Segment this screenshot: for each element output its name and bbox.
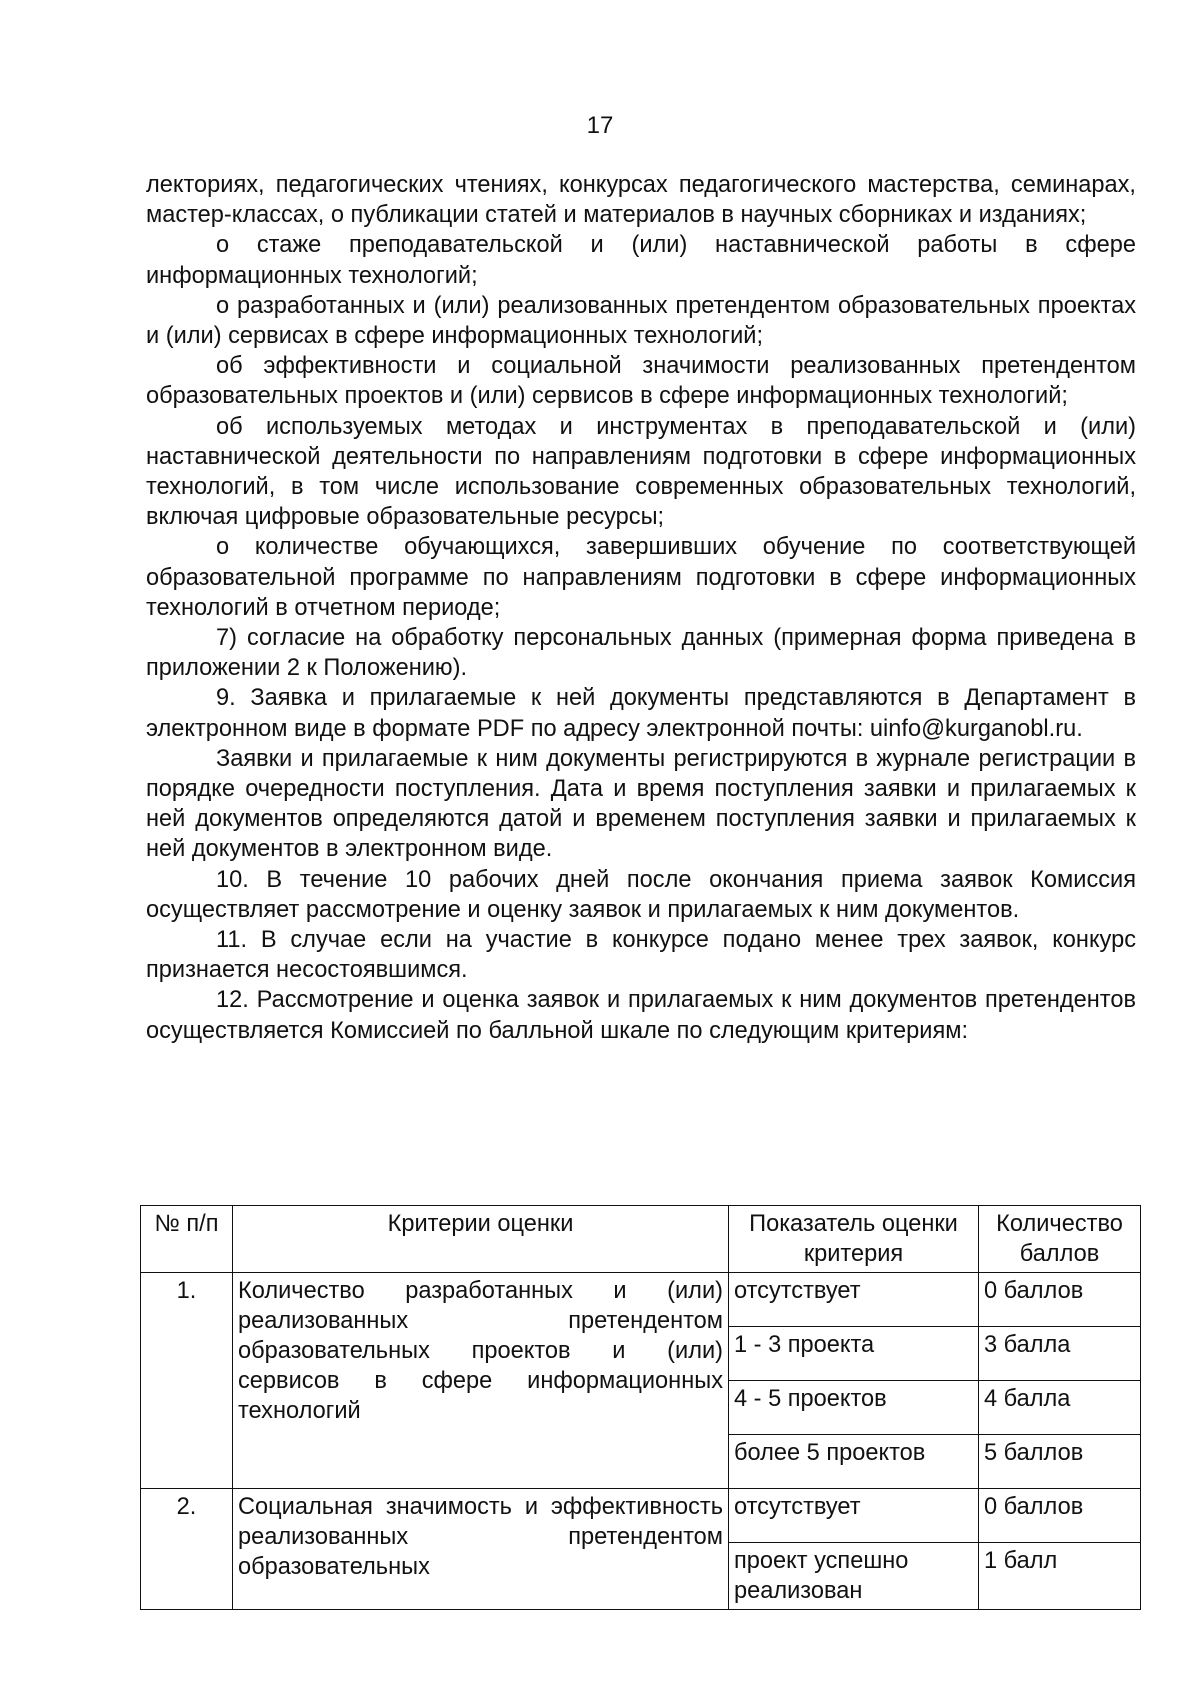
score-cell: 0 баллов xyxy=(979,1489,1141,1543)
paragraph: 9. Заявка и прилагаемые к ней документы представляются в Департамент в электронном виде в формате PDF по адресу электронной почты: uinfo@kurganobl.ru. xyxy=(146,685,1136,742)
paragraph: 11. В случае если на участие в конкурсе подано менее трех заявок, конкурс признается несостоявшимся. xyxy=(146,927,1136,984)
criterion-cell: Количество разработанных и (или) реализованных претендентом образовательных проектов и (или) сервисов в сфере информационных технологий xyxy=(233,1273,729,1489)
indicator-cell: более 5 проектов xyxy=(729,1435,979,1489)
indicator-cell: 4 - 5 проектов xyxy=(729,1381,979,1435)
row-number: 1. xyxy=(141,1273,233,1489)
indicator-cell: отсутствует xyxy=(729,1273,979,1327)
paragraph: об эффективности и социальной значимости реализованных претендентом образовательных проектов и (или) сервисов в сфере информационных технологий; xyxy=(146,353,1136,410)
score-cell: 5 баллов xyxy=(979,1435,1141,1489)
paragraph: 7) согласие на обработку персональных данных (примерная форма приведена в приложении 2 к Положению). xyxy=(146,625,1136,682)
paragraph: лекториях, педагогических чтениях, конкурсах педагогического мастерства, семинарах, мастер-классах, о публикации статей и материалов в научных сборниках и изданиях; xyxy=(146,172,1136,229)
indicator-cell: проект успешно реализован xyxy=(729,1543,979,1610)
paragraph: Заявки и прилагаемые к ним документы регистрируются в журнале регистрации в порядке очередности поступления. Дата и время поступления заявки и прилагаемых к ней документов определяются датой и временем поступления заявки и прилагаемых к ней документов в электронном виде. xyxy=(146,745,1136,863)
table-row xyxy=(141,1273,1141,1327)
document-body xyxy=(146,170,1136,1046)
score-cell: 3 балла xyxy=(979,1327,1141,1381)
header-score: Количество баллов xyxy=(979,1206,1141,1273)
paragraph: о стаже преподавательской и (или) наставнической работы в сфере информационных технологий; xyxy=(146,232,1136,289)
row-number: 2. xyxy=(141,1489,233,1610)
criteria-table xyxy=(140,1205,1141,1610)
indicator-cell: 1 - 3 проекта xyxy=(729,1327,979,1381)
score-cell: 4 балла xyxy=(979,1381,1141,1435)
table-header-row xyxy=(141,1206,1141,1273)
criterion-cell: Социальная значимость и эффективность реализованных претендентом образовательных xyxy=(233,1489,729,1610)
paragraph: о разработанных и (или) реализованных претендентом образовательных проектах и (или) сервисах в сфере информационных технологий; xyxy=(146,292,1136,350)
paragraph: об используемых методах и инструментах в преподавательской и (или) наставнической деятельности по направлениям подготовки в сфере информационных технологий, в том числе использование современных образовательных технологий, включая цифровые образовательные ресурсы; xyxy=(146,413,1136,531)
page-number: 17 xyxy=(586,112,614,139)
header-criteria: Критерии оценки xyxy=(233,1206,729,1273)
header-number: № п/п xyxy=(141,1206,233,1273)
indicator-cell: отсутствует xyxy=(729,1489,979,1543)
paragraph: 10. В течение 10 рабочих дней после окончания приема заявок Комиссия осуществляет рассмотрение и оценку заявок и прилагаемых к ним документов. xyxy=(146,866,1136,923)
paragraph: о количестве обучающихся, завершивших обучение по соответствующей образовательной программе по направлениям подготовки в сфере информационных технологий в отчетном периоде; xyxy=(146,534,1136,621)
header-indicator: Показатель оценки критерия xyxy=(729,1206,979,1273)
score-cell: 1 балл xyxy=(979,1543,1141,1610)
paragraph: 12. Рассмотрение и оценка заявок и прилагаемых к ним документов претендентов осуществляется Комиссией по балльной шкале по следующим критериям: xyxy=(146,987,1136,1044)
score-cell: 0 баллов xyxy=(979,1273,1141,1327)
table-row xyxy=(141,1489,1141,1543)
